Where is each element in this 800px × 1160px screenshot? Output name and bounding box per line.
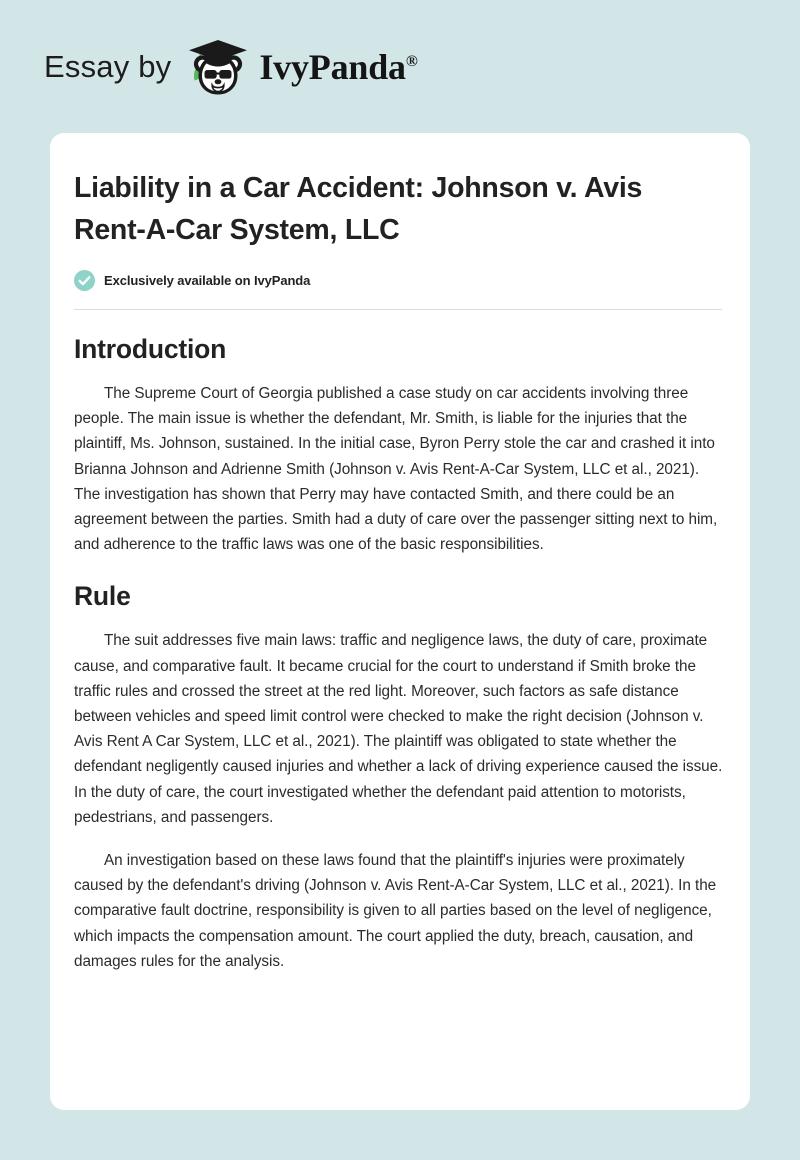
registered-trademark-symbol: ® [405,52,418,70]
section-heading-rule: Rule [74,581,131,612]
essay-by-label: Essay by [44,48,172,84]
status-badge [74,270,723,291]
essay-paper-card [50,133,750,1110]
page-title: Liability in a Car Accident: Johnson v. Avis Rent-A-Car System, LLC [74,172,643,246]
wordmark-text: IvyPanda [259,46,406,87]
brand-header [0,0,800,133]
section-paragraph: The suit addresses five main laws: traffic and negligence laws, the duty of care, proximate cause, and comparative fault. It became crucial for the court to understand if Smith broke the traffic rules and crossed the street at the red light. Moreover, such factors as safe distance between vehicles and speed limit control were checked to make the right decision (Johnson v. Avis Rent A Car System, LLC et al., 2021). The plaintiff was obligated to state whether the defendant negligently caused injuries and whether a lack of driving experience caused the issue. In the duty of care, the court investigated whether the defendant paid attention to motorists, pedestrians, and passengers. [74,632,723,826]
ivypanda-wordmark [259,46,417,88]
title-divider [74,309,722,310]
check-circle-icon [74,270,95,291]
section-heading-introduction: Introduction [74,334,227,364]
section-paragraph: The Supreme Court of Georgia published a case study on car accidents involving three people. The main issue is whether the defendant, Mr. Smith, is liable for the injuries that the plaintiff, Ms. Johnson, sustained. In the initial case, Byron Perry stole the car and crashed it into Brianna Johnson and Adrienne Smith (Johnson v. Avis Rent-A-Car System, LLC et al., 2021). The investigation has shown that Perry may have contacted Smith, and there could be an agreement between the parties. Smith had a duty of care over the passenger sitting next to him, and adherence to the traffic laws was one of the basic responsibilities. [74,385,718,554]
status-badge-label: Exclusively available on IvyPanda [104,273,311,288]
panda-graduate-logo-icon [185,36,251,98]
section-paragraph: An investigation based on these laws found that the plaintiff's injuries were proximately caused by the defendant's driving (Johnson v. Avis Rent-A-Car System, LLC et al., 2021). In the comparative fault doctrine, responsibility is given to all parties based on the level of negligence, which impacts the compensation amount. The court applied the duty, breach, causation, and damages rules for the analysis. [74,852,717,970]
